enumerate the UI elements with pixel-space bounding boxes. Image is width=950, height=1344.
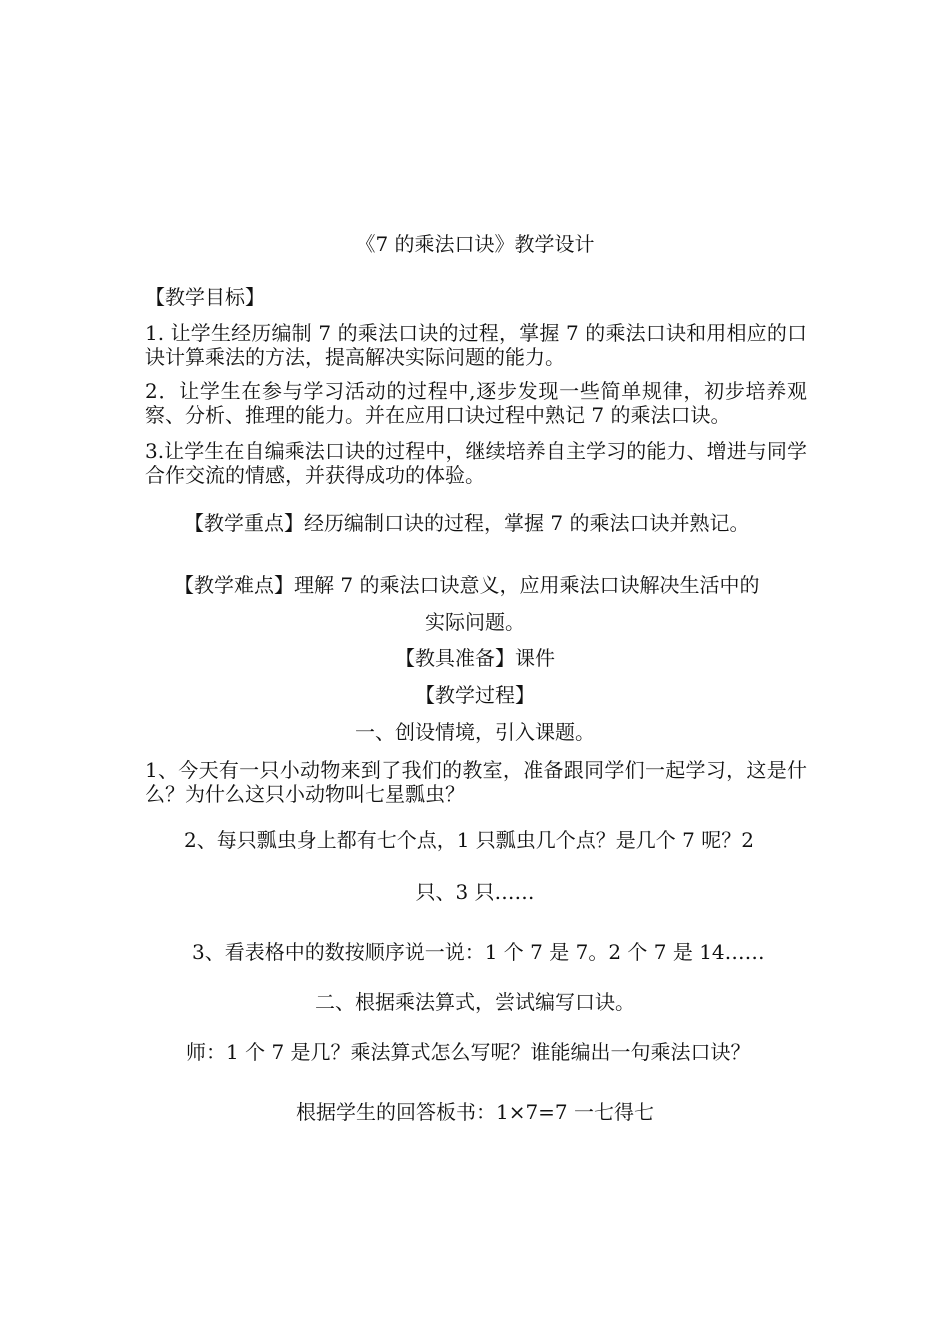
objective-2: 2．让学生在参与学习活动的过程中,逐步发现一些简单规律，初步培养观察、分析、推理的能力。并在应用口诀过程中熟记 7 的乘法口诀。 [145, 379, 807, 427]
step-3: 3、看表格中的数按顺序说一说：1 个 7 是 7。2 个 7 是 14…… [192, 940, 765, 964]
document-title: 《7 的乘法口诀》教学设计 [355, 232, 595, 256]
materials: 【教具准备】课件 [395, 646, 555, 670]
teacher-question: 师：1 个 7 是几？乘法算式怎么写呢？谁能编出一句乘法口诀？ [186, 1040, 751, 1064]
difficulty-line-2: 实际问题。 [425, 610, 525, 634]
objective-3: 3.让学生在自编乘法口诀的过程中，继续培养自主学习的能力、增进与同学合作交流的情感，并获得成功的体验。 [145, 439, 807, 487]
step-2-line-2: 只、3 只…… [415, 880, 535, 904]
step-1: 1、今天有一只小动物来到了我们的教室，准备跟同学们一起学习，这是什么？为什么这只小动物叫七星瓢虫？ [145, 758, 807, 806]
key-point: 【教学重点】经历编制口诀的过程，掌握 7 的乘法口诀并熟记。 [184, 511, 750, 535]
difficulty-line-1: 【教学难点】理解 7 的乘法口诀意义，应用乘法口诀解决生活中的 [174, 573, 760, 597]
section-1-heading: 一、创设情境，引入课题。 [355, 720, 595, 744]
objectives-heading: 【教学目标】 [145, 285, 265, 309]
board-writing: 根据学生的回答板书：1×7=7 一七得七 [295, 1100, 655, 1124]
process-heading: 【教学过程】 [415, 683, 535, 707]
objective-1: 1. 让学生经历编制 7 的乘法口诀的过程，掌握 7 的乘法口诀和用相应的口诀计算乘法的方法，提高解决实际问题的能力。 [145, 321, 807, 369]
section-2-heading: 二、根据乘法算式，尝试编写口诀。 [315, 990, 635, 1014]
step-2-line-1: 2、每只瓢虫身上都有七个点，1 只瓢虫几个点？是几个 7 呢？2 [184, 828, 754, 852]
